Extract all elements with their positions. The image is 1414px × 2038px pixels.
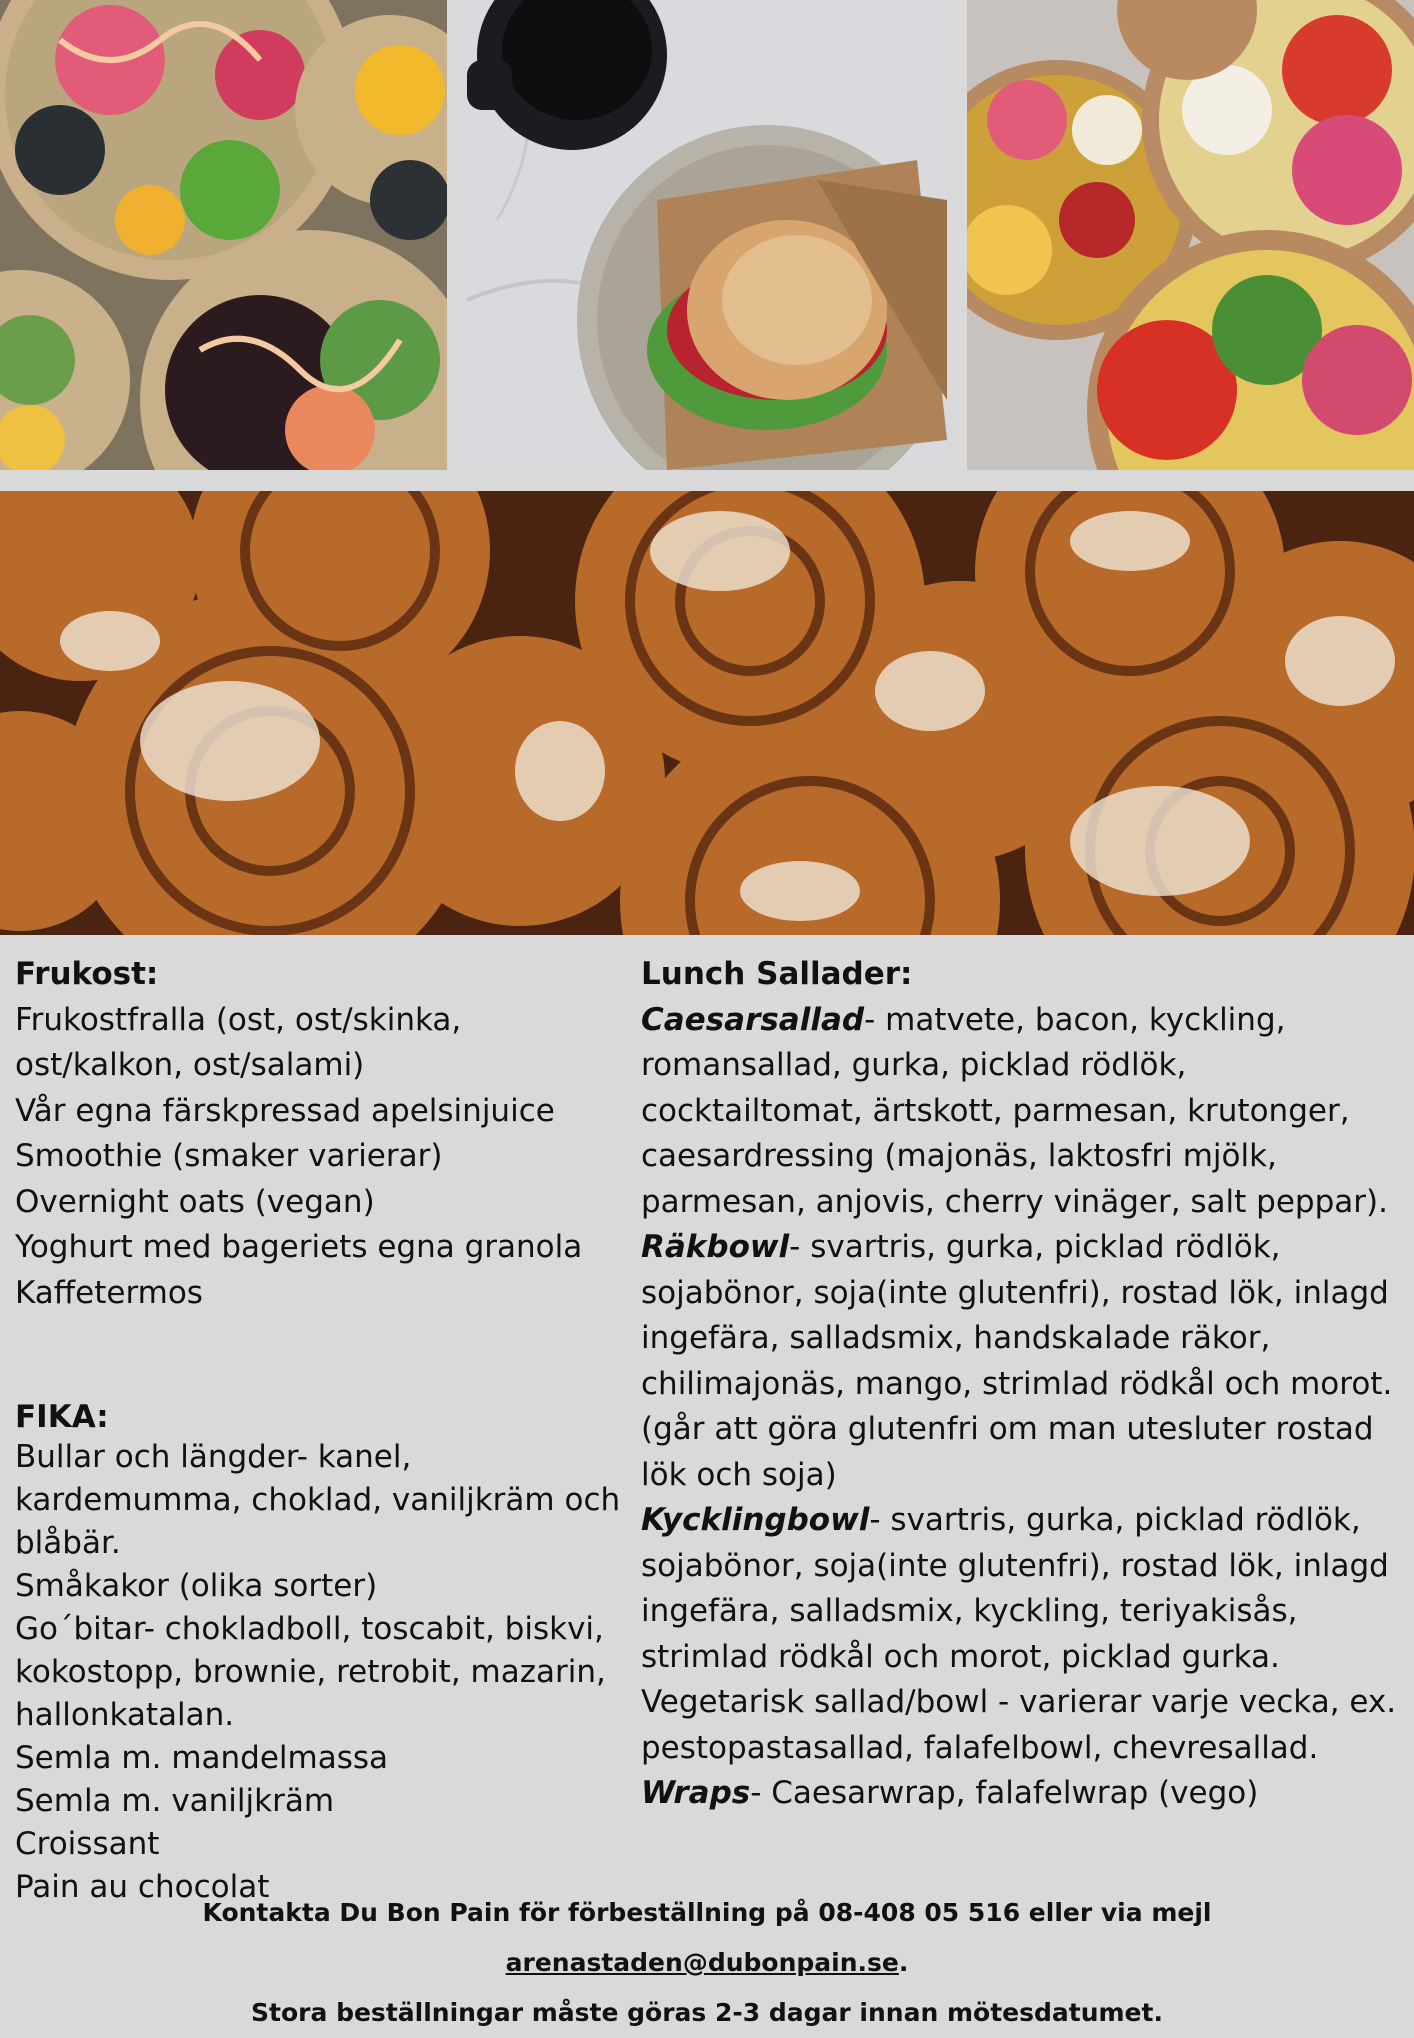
left-column bbox=[15, 952, 630, 1909]
footer bbox=[0, 1888, 1414, 2038]
right-column bbox=[641, 952, 1411, 1817]
frukost-item: Frukostfralla (ost, ost/skinka, ost/kalkon, ost/salami) bbox=[15, 1001, 462, 1083]
lunch-item bbox=[641, 1498, 1411, 1680]
frukost-item: Yoghurt med bageriets egna granola bbox=[15, 1229, 583, 1265]
frukost-item: Overnight oats (vegan) bbox=[15, 1183, 375, 1220]
frukost-item: Kaffetermos bbox=[15, 1274, 203, 1311]
lunch-item-desc: Vegetarisk sallad/bowl - varierar varje vecka, ex. pestopastasallad, falafelbowl, chevresallad. bbox=[641, 1684, 1397, 1766]
lunch-item bbox=[641, 1680, 1411, 1771]
poke-bowls-photo bbox=[0, 0, 447, 470]
fika-item: Semla m. mandelmassa bbox=[15, 1740, 389, 1776]
lunch-item-desc: - svartris, gurka, picklad rödlök, sojabönor, soja(inte glutenfri), rostad lök, inlagd ingefära, salladsmix, handskalade räkor, chilimajonäs, mango, strimlad rödkål och morot. (går att göra glutenfri om man utesluter rostad lök och soja) bbox=[641, 1229, 1393, 1493]
lunch-item bbox=[641, 998, 1411, 1226]
sandwich-coffee-photo bbox=[467, 0, 947, 470]
lunch-item-name: Caesarsallad bbox=[641, 1001, 865, 1038]
fika-item: Bullar och längder- kanel, kardemumma, choklad, vaniljkräm och blåbär. bbox=[15, 1439, 621, 1561]
fika-item: Pain au chocolat bbox=[15, 1869, 270, 1905]
contact-line bbox=[0, 1888, 1414, 1988]
lunch-item-name: Räkbowl bbox=[641, 1229, 790, 1265]
lunch-item-name: Wraps bbox=[641, 1775, 751, 1811]
frukost-item: Smoothie (smaker varierar) bbox=[15, 1138, 443, 1174]
cinnamon-buns-photo bbox=[0, 491, 1414, 935]
lunch-item bbox=[641, 1771, 1411, 1817]
fika-heading: FIKA: bbox=[15, 1399, 109, 1435]
contact-end: . bbox=[898, 1948, 909, 1977]
fika-item: Go´bitar- chokladboll, toscabit, biskvi, kokostopp, brownie, retrobit, mazarin, hallonkatalan. bbox=[15, 1611, 606, 1733]
contact-text: Kontakta Du Bon Pain för förbeställning på 08-408 05 516 eller via mejl bbox=[202, 1898, 1212, 1927]
lunch-heading: Lunch Sallader: bbox=[641, 956, 913, 992]
fika-item: Semla m. vaniljkräm bbox=[15, 1783, 335, 1819]
fika-item: Småkakor (olika sorter) bbox=[15, 1568, 378, 1604]
lunch-item-name: Kycklingbowl bbox=[641, 1502, 870, 1538]
frukost-heading: Frukost: bbox=[15, 956, 159, 992]
lunch-item-desc: - svartris, gurka, picklad rödlök, sojabönor, soja(inte glutenfri), rostad lök, inlagd ingefära, salladsmix, kyckling, teriyakisås, strimlad rödkål och morot, picklad gurka. bbox=[641, 1502, 1389, 1675]
fika-item: Croissant bbox=[15, 1826, 160, 1862]
frukost-item: Vår egna färskpressad apelsinjuice bbox=[15, 1092, 555, 1129]
lunch-item-desc: - matvete, bacon, kyckling, romansallad, gurka, picklad rödlök, cocktailtomat, ärtskott, parmesan, krutonger, caesardressing (majonäs, laktosfri mjölk, parmesan, anjovis, cherry vinäger, salt peppar). bbox=[641, 1001, 1388, 1220]
lunch-item-desc: - Caesarwrap, falafelwrap (vego) bbox=[750, 1775, 1259, 1811]
order-notice: Stora beställningar måste göras 2-3 dagar innan mötesdatumet. bbox=[251, 1998, 1163, 2027]
salad-bowls-photo bbox=[967, 0, 1414, 470]
lunch-item bbox=[641, 1225, 1411, 1498]
email-link[interactable]: arenastaden@dubonpain.se bbox=[505, 1948, 899, 1977]
